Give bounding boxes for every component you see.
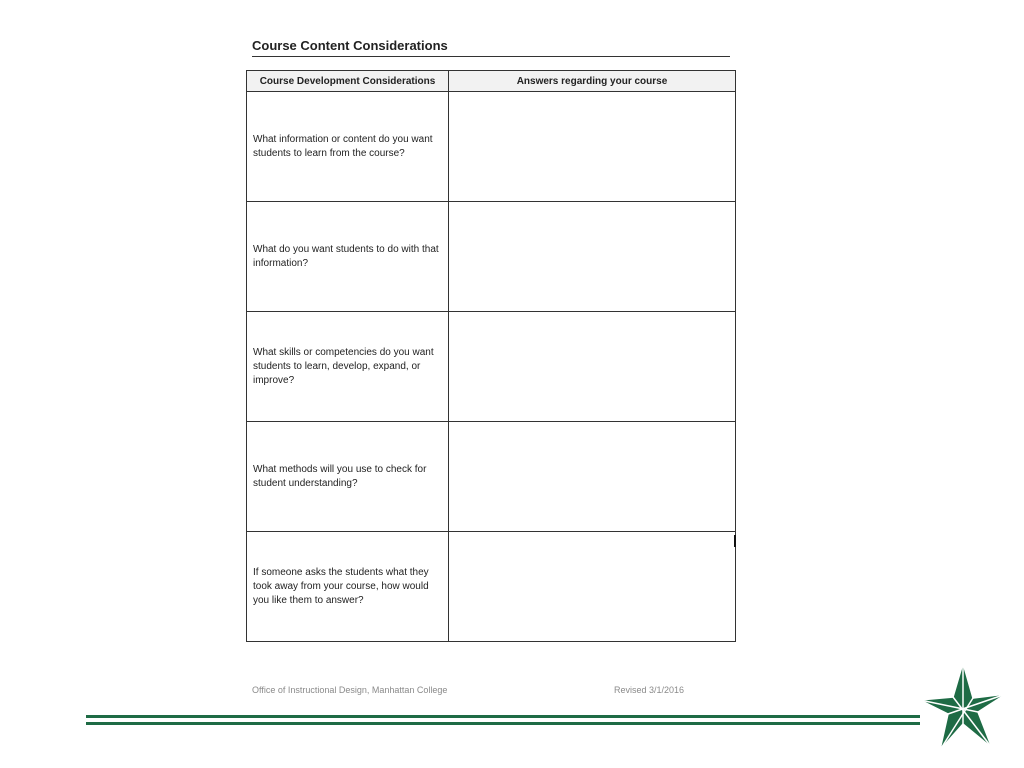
answer-cell[interactable] (449, 92, 736, 202)
header-considerations: Course Development Considerations (247, 71, 449, 92)
considerations-table (246, 70, 736, 642)
table-row (247, 312, 736, 422)
cursor-mark (734, 535, 736, 547)
table-row (247, 532, 736, 642)
question-cell: What do you want students to do with that information? (247, 202, 449, 312)
answer-cell[interactable] (449, 532, 736, 642)
answer-cell[interactable] (449, 422, 736, 532)
answer-cell[interactable] (449, 202, 736, 312)
answer-cell[interactable] (449, 312, 736, 422)
header-answers: Answers regarding your course (449, 71, 736, 92)
question-cell: What information or content do you want students to learn from the course? (247, 92, 449, 202)
question-cell: What methods will you use to check for student understanding? (247, 422, 449, 532)
document-title: Course Content Considerations (252, 38, 448, 53)
footer-rule-top (86, 715, 920, 718)
title-underline (252, 56, 730, 57)
footer-rule-bottom (86, 722, 920, 725)
question-cell: If someone asks the students what they took away from your course, how would you like them to answer? (247, 532, 449, 642)
question-cell: What skills or competencies do you want students to learn, develop, expand, or improve? (247, 312, 449, 422)
star-icon (916, 660, 1008, 752)
table-row (247, 92, 736, 202)
footer-office: Office of Instructional Design, Manhattan College (252, 685, 448, 695)
table-row (247, 202, 736, 312)
table-row (247, 422, 736, 532)
table-header-row (247, 71, 736, 92)
footer-revised: Revised 3/1/2016 (614, 685, 685, 695)
